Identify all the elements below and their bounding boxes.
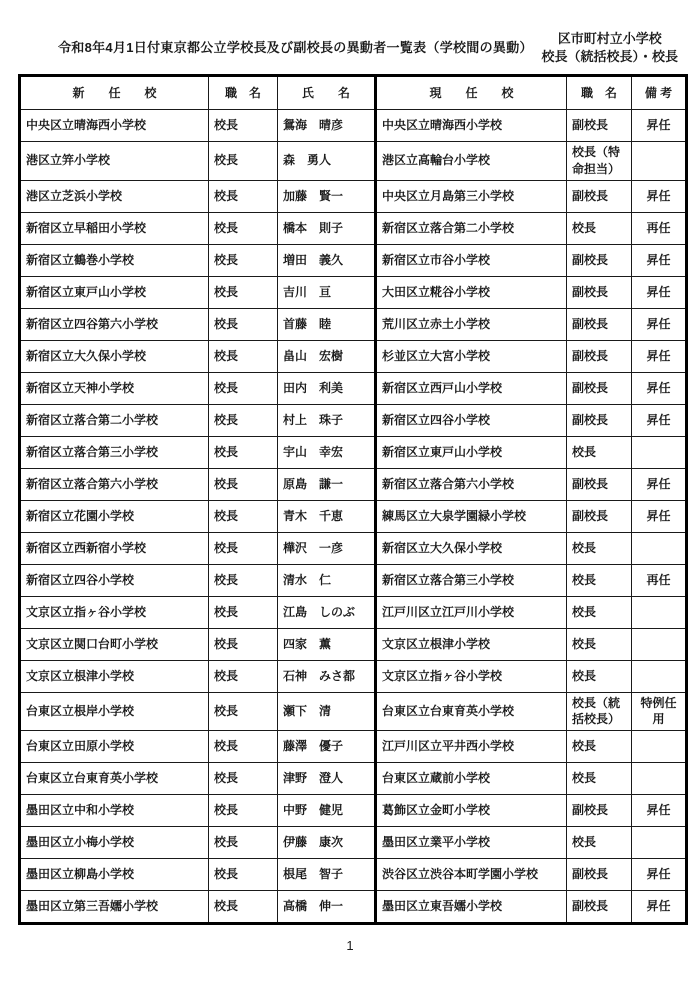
- cell-current-title: 副校長: [567, 859, 632, 891]
- cell-new-title: 校長: [209, 500, 278, 532]
- cell-new-school: 墨田区立小梅小学校: [20, 827, 209, 859]
- cell-name: 宇山 幸宏: [278, 436, 376, 468]
- cell-new-school: 文京区立関口台町小学校: [20, 628, 209, 660]
- cell-note: [632, 596, 687, 628]
- cell-current-school: 文京区立指ヶ谷小学校: [376, 660, 567, 692]
- cell-current-title: 副校長: [567, 468, 632, 500]
- transfer-table: [18, 74, 688, 925]
- table-row: [20, 763, 687, 795]
- cell-current-title: 副校長: [567, 110, 632, 142]
- cell-new-title: 校長: [209, 532, 278, 564]
- cell-name: 原島 謙一: [278, 468, 376, 500]
- table-row: [20, 628, 687, 660]
- cell-note: 昇任: [632, 110, 687, 142]
- transfer-table-body: [20, 110, 687, 924]
- cell-current-school: 台東区立台東育英小学校: [376, 692, 567, 731]
- cell-current-title: 副校長: [567, 404, 632, 436]
- cell-current-school: 練馬区立大泉学園緑小学校: [376, 500, 567, 532]
- cell-current-school: 大田区立糀谷小学校: [376, 276, 567, 308]
- cell-current-title: 校長: [567, 827, 632, 859]
- column-header-note: 備 考: [632, 76, 687, 110]
- cell-current-school: 文京区立根津小学校: [376, 628, 567, 660]
- cell-new-title: 校長: [209, 308, 278, 340]
- cell-new-school: 新宿区立花園小学校: [20, 500, 209, 532]
- column-header-new-school: 新 任 校: [20, 76, 209, 110]
- cell-new-title: 校長: [209, 142, 278, 181]
- table-row: [20, 308, 687, 340]
- cell-new-school: 墨田区立中和小学校: [20, 795, 209, 827]
- cell-new-title: 校長: [209, 468, 278, 500]
- cell-note: 昇任: [632, 404, 687, 436]
- cell-name: 畠山 宏樹: [278, 340, 376, 372]
- cell-new-school: 中央区立晴海西小学校: [20, 110, 209, 142]
- column-header-name: 氏 名: [278, 76, 376, 110]
- table-row: [20, 500, 687, 532]
- cell-name: 四家 薫: [278, 628, 376, 660]
- table-row: [20, 532, 687, 564]
- cell-new-title: 校長: [209, 731, 278, 763]
- table-row: [20, 660, 687, 692]
- cell-current-title: 副校長: [567, 180, 632, 212]
- cell-new-school: 文京区立指ヶ谷小学校: [20, 596, 209, 628]
- cell-name: 首藤 睦: [278, 308, 376, 340]
- page-number: 1: [346, 938, 354, 953]
- table-row: [20, 731, 687, 763]
- cell-new-school: 港区立笄小学校: [20, 142, 209, 181]
- cell-new-school: 新宿区立落合第二小学校: [20, 404, 209, 436]
- cell-name: 加藤 賢一: [278, 180, 376, 212]
- cell-note: 再任: [632, 212, 687, 244]
- cell-current-title: 校長: [567, 212, 632, 244]
- column-header-current-title: 職 名: [567, 76, 632, 110]
- cell-note: [632, 142, 687, 181]
- table-row: [20, 564, 687, 596]
- cell-new-title: 校長: [209, 564, 278, 596]
- cell-current-school: 新宿区立市谷小学校: [376, 244, 567, 276]
- cell-new-school: 新宿区立四谷小学校: [20, 564, 209, 596]
- cell-current-title: 副校長: [567, 372, 632, 404]
- cell-current-title: 副校長: [567, 308, 632, 340]
- cell-note: 昇任: [632, 308, 687, 340]
- cell-note: 昇任: [632, 244, 687, 276]
- cell-current-school: 渋谷区立渋谷本町学園小学校: [376, 859, 567, 891]
- cell-note: 昇任: [632, 891, 687, 924]
- cell-new-school: 新宿区立落合第三小学校: [20, 436, 209, 468]
- cell-current-school: 港区立高輪台小学校: [376, 142, 567, 181]
- cell-new-title: 校長: [209, 891, 278, 924]
- cell-current-school: 江戸川区立江戸川小学校: [376, 596, 567, 628]
- cell-note: 昇任: [632, 372, 687, 404]
- cell-current-school: 荒川区立赤土小学校: [376, 308, 567, 340]
- cell-new-school: 港区立芝浜小学校: [20, 180, 209, 212]
- cell-current-title: 校長: [567, 763, 632, 795]
- table-row: [20, 795, 687, 827]
- cell-new-title: 校長: [209, 827, 278, 859]
- table-row: [20, 859, 687, 891]
- cell-new-title: 校長: [209, 795, 278, 827]
- cell-new-school: 新宿区立落合第六小学校: [20, 468, 209, 500]
- cell-name: 伊藤 康次: [278, 827, 376, 859]
- cell-current-title: 校長: [567, 596, 632, 628]
- cell-name: 江島 しのぶ: [278, 596, 376, 628]
- cell-current-title: 副校長: [567, 276, 632, 308]
- cell-current-school: 新宿区立大久保小学校: [376, 532, 567, 564]
- cell-note: [632, 436, 687, 468]
- table-row: [20, 212, 687, 244]
- cell-note: 昇任: [632, 859, 687, 891]
- cell-current-title: 副校長: [567, 500, 632, 532]
- table-row: [20, 142, 687, 181]
- cell-new-school: 台東区立台東育英小学校: [20, 763, 209, 795]
- cell-current-school: 葛飾区立金町小学校: [376, 795, 567, 827]
- cell-current-title: 副校長: [567, 891, 632, 924]
- cell-current-school: 中央区立月島第三小学校: [376, 180, 567, 212]
- cell-note: 昇任: [632, 468, 687, 500]
- cell-name: 瀬下 清: [278, 692, 376, 731]
- cell-current-title: 校長: [567, 660, 632, 692]
- cell-current-school: 新宿区立西戸山小学校: [376, 372, 567, 404]
- cell-current-school: 杉並区立大宮小学校: [376, 340, 567, 372]
- table-row: [20, 436, 687, 468]
- column-header-current-school: 現 任 校: [376, 76, 567, 110]
- cell-current-school: 墨田区立業平小学校: [376, 827, 567, 859]
- cell-note: 昇任: [632, 795, 687, 827]
- cell-current-title: 校長（特命担当）: [567, 142, 632, 181]
- category-label-line2: 校長（統括校長）・校長: [541, 48, 678, 64]
- cell-name: 吉川 亘: [278, 276, 376, 308]
- cell-name: 石神 みさ都: [278, 660, 376, 692]
- cell-new-school: 新宿区立天神小学校: [20, 372, 209, 404]
- table-row: [20, 827, 687, 859]
- cell-current-title: 校長（統括校長）: [567, 692, 632, 731]
- cell-name: 橋本 則子: [278, 212, 376, 244]
- category-label-line1: 区市町村立小学校: [557, 31, 662, 46]
- table-row: [20, 276, 687, 308]
- cell-current-title: 校長: [567, 564, 632, 596]
- cell-name: 青木 千恵: [278, 500, 376, 532]
- cell-note: 特例任用: [632, 692, 687, 731]
- cell-name: 鴛海 晴彦: [278, 110, 376, 142]
- cell-new-school: 新宿区立西新宿小学校: [20, 532, 209, 564]
- cell-note: [632, 532, 687, 564]
- cell-current-school: 新宿区立落合第三小学校: [376, 564, 567, 596]
- cell-new-school: 新宿区立四谷第六小学校: [20, 308, 209, 340]
- cell-note: [632, 660, 687, 692]
- cell-new-school: 新宿区立鶴巻小学校: [20, 244, 209, 276]
- cell-current-school: 新宿区立落合第二小学校: [376, 212, 567, 244]
- cell-note: [632, 763, 687, 795]
- table-row: [20, 110, 687, 142]
- cell-new-title: 校長: [209, 692, 278, 731]
- cell-new-school: 台東区立根岸小学校: [20, 692, 209, 731]
- cell-name: 藤澤 優子: [278, 731, 376, 763]
- cell-new-title: 校長: [209, 276, 278, 308]
- table-header-row: [20, 76, 687, 110]
- cell-name: 増田 義久: [278, 244, 376, 276]
- cell-note: [632, 628, 687, 660]
- table-row: [20, 372, 687, 404]
- cell-current-title: 副校長: [567, 340, 632, 372]
- cell-new-school: 台東区立田原小学校: [20, 731, 209, 763]
- cell-current-title: 校長: [567, 628, 632, 660]
- table-row: [20, 180, 687, 212]
- cell-current-school: 中央区立晴海西小学校: [376, 110, 567, 142]
- cell-current-school: 新宿区立東戸山小学校: [376, 436, 567, 468]
- cell-new-title: 校長: [209, 372, 278, 404]
- cell-new-school: 新宿区立大久保小学校: [20, 340, 209, 372]
- cell-name: 津野 澄人: [278, 763, 376, 795]
- cell-note: [632, 731, 687, 763]
- cell-current-title: 副校長: [567, 244, 632, 276]
- cell-new-title: 校長: [209, 436, 278, 468]
- cell-note: 昇任: [632, 180, 687, 212]
- cell-current-school: 台東区立蔵前小学校: [376, 763, 567, 795]
- cell-new-title: 校長: [209, 404, 278, 436]
- cell-note: 昇任: [632, 276, 687, 308]
- cell-current-school: 墨田区立東吾嬬小学校: [376, 891, 567, 924]
- cell-current-school: 江戸川区立平井西小学校: [376, 731, 567, 763]
- table-row: [20, 244, 687, 276]
- cell-new-title: 校長: [209, 180, 278, 212]
- cell-name: 高橋 伸一: [278, 891, 376, 924]
- cell-note: 昇任: [632, 500, 687, 532]
- cell-name: 根尾 智子: [278, 859, 376, 891]
- cell-name: 田内 利美: [278, 372, 376, 404]
- cell-note: [632, 827, 687, 859]
- cell-name: 村上 珠子: [278, 404, 376, 436]
- table-row: [20, 404, 687, 436]
- cell-new-school: 文京区立根津小学校: [20, 660, 209, 692]
- cell-new-title: 校長: [209, 340, 278, 372]
- cell-name: 樺沢 一彦: [278, 532, 376, 564]
- cell-new-title: 校長: [209, 763, 278, 795]
- cell-current-school: 新宿区立落合第六小学校: [376, 468, 567, 500]
- cell-new-title: 校長: [209, 660, 278, 692]
- cell-new-title: 校長: [209, 110, 278, 142]
- cell-new-title: 校長: [209, 596, 278, 628]
- table-row: [20, 891, 687, 924]
- cell-new-school: 新宿区立早稲田小学校: [20, 212, 209, 244]
- table-row: [20, 340, 687, 372]
- cell-note: 昇任: [632, 340, 687, 372]
- cell-name: 中野 健児: [278, 795, 376, 827]
- cell-current-title: 校長: [567, 532, 632, 564]
- cell-note: 再任: [632, 564, 687, 596]
- column-header-new-title: 職 名: [209, 76, 278, 110]
- cell-name: 森 勇人: [278, 142, 376, 181]
- table-row: [20, 468, 687, 500]
- category-label: [541, 30, 678, 65]
- cell-new-title: 校長: [209, 628, 278, 660]
- cell-current-title: 校長: [567, 731, 632, 763]
- cell-current-school: 新宿区立四谷小学校: [376, 404, 567, 436]
- cell-new-title: 校長: [209, 244, 278, 276]
- page-title: 令和8年4月1日付東京都公立学校長及び副校長の異動者一覧表（学校間の異動）: [58, 40, 533, 55]
- cell-new-school: 新宿区立東戸山小学校: [20, 276, 209, 308]
- table-row: [20, 596, 687, 628]
- cell-new-title: 校長: [209, 212, 278, 244]
- table-row: [20, 692, 687, 731]
- cell-name: 清水 仁: [278, 564, 376, 596]
- cell-current-title: 副校長: [567, 795, 632, 827]
- cell-new-school: 墨田区立柳島小学校: [20, 859, 209, 891]
- cell-new-school: 墨田区立第三吾嬬小学校: [20, 891, 209, 924]
- cell-new-title: 校長: [209, 859, 278, 891]
- cell-current-title: 校長: [567, 436, 632, 468]
